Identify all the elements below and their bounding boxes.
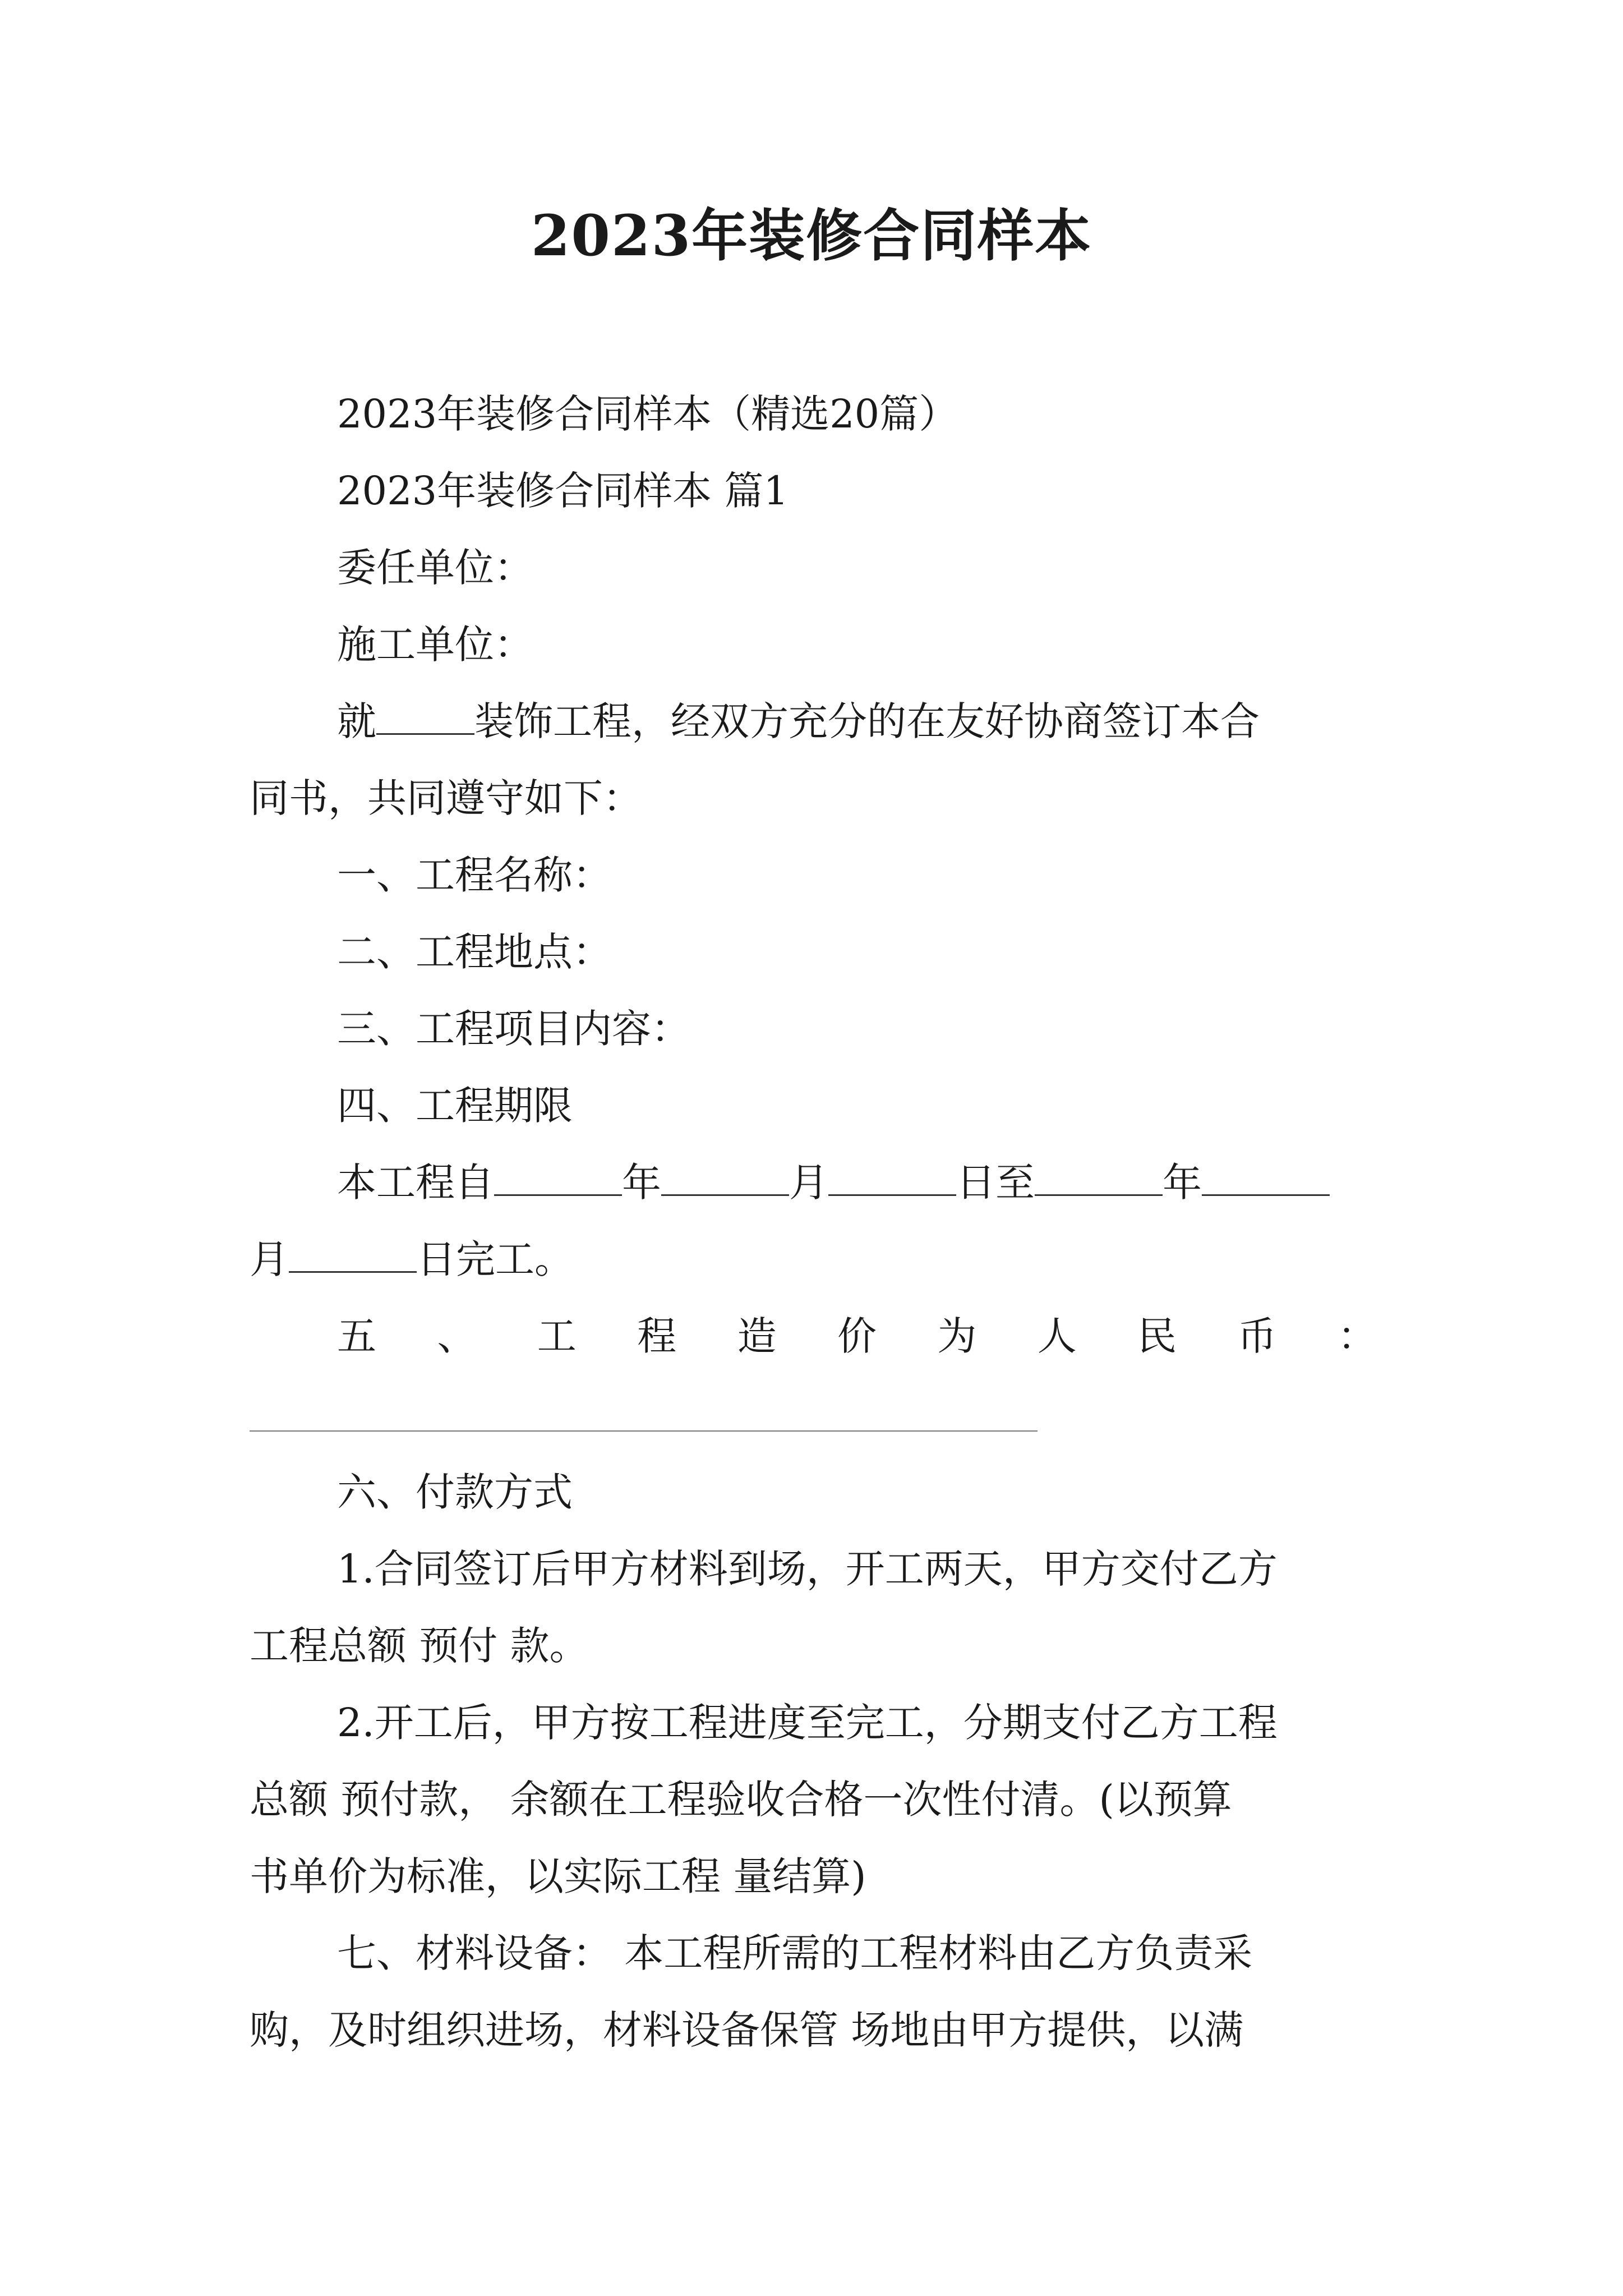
intro-prefix: 就 [337, 698, 376, 744]
period-line-1 [250, 1144, 1377, 1221]
section-heading: 2023年装修合同样本 篇1 [337, 468, 789, 514]
period-end: 日完工。 [417, 1236, 574, 1282]
item-project-name: 一、工程名称： [337, 852, 612, 898]
item-materials-line-2: 购，及时组织进场，材料设备保管 场地由甲方提供，以满 [250, 2007, 1244, 2053]
item-project-location: 二、工程地点： [337, 929, 612, 975]
period-prefix: 本工程自 [337, 1159, 494, 1205]
subtitle: 2023年装修合同样本（精选20篇） [337, 391, 958, 437]
intro-line-2: 同书，共同遵守如下： [250, 775, 642, 821]
end-day-blank [289, 1240, 417, 1273]
year-char: 年 [622, 1159, 661, 1205]
payment-2-line-1: 2.开工后，甲方按工程进度至完工，分期支付乙方工程 [337, 1700, 1278, 1746]
cost-char: 民 [1137, 1313, 1177, 1359]
end-year-blank [1035, 1163, 1163, 1196]
start-month-blank [661, 1163, 789, 1196]
cost-char: 造 [737, 1313, 777, 1359]
client-label: 委任单位： [337, 545, 533, 591]
cost-char: 、 [437, 1313, 477, 1359]
intro-suffix: 装饰工程，经双方充分的在友好协商签订本合 [474, 698, 1260, 744]
cost-char: 为 [937, 1313, 977, 1359]
project-name-blank [376, 702, 474, 735]
item-project-cost [337, 1298, 1377, 1375]
period-line-2 [250, 1221, 1377, 1298]
year-char-2: 年 [1163, 1159, 1202, 1205]
payment-1-line-2: 工程总额 预付 款。 [250, 1623, 589, 1669]
cost-char: 工 [537, 1313, 577, 1359]
cost-amount-blank [250, 1430, 1038, 1432]
payment-1-line-1: 1.合同签订后甲方材料到场，开工两天，甲方交付乙方 [337, 1546, 1278, 1592]
cost-char: 五 [337, 1313, 376, 1359]
payment-2-line-2: 总额 预付款， 余额在工程验收合格一次性付清。(以预算 [250, 1777, 1232, 1823]
cost-char: 币 [1237, 1313, 1277, 1359]
item-payment-method: 六、付款方式 [337, 1469, 573, 1515]
end-month-blank [1202, 1163, 1330, 1196]
item-project-content: 三、工程项目内容： [337, 1006, 690, 1052]
cost-char: 程 [637, 1313, 677, 1359]
start-year-blank [494, 1163, 622, 1196]
day-to: 日至 [956, 1159, 1035, 1205]
month-char-2: 月 [250, 1236, 289, 1282]
item-materials-line-1: 七、材料设备： 本工程所需的工程材料由乙方负责采 [337, 1930, 1253, 1976]
item-project-period: 四、工程期限 [337, 1083, 573, 1129]
month-char: 月 [789, 1159, 828, 1205]
contractor-label: 施工单位： [337, 622, 533, 668]
payment-2-line-3: 书单价为标准，以实际工程 量结算) [250, 1853, 866, 1899]
document-title: 2023年装修合同样本 [531, 203, 1092, 269]
cost-char: ： [1337, 1313, 1377, 1359]
cost-char: 价 [837, 1313, 877, 1359]
cost-char: 人 [1037, 1313, 1077, 1359]
start-day-blank [828, 1163, 956, 1196]
intro-line-1 [250, 683, 1377, 760]
